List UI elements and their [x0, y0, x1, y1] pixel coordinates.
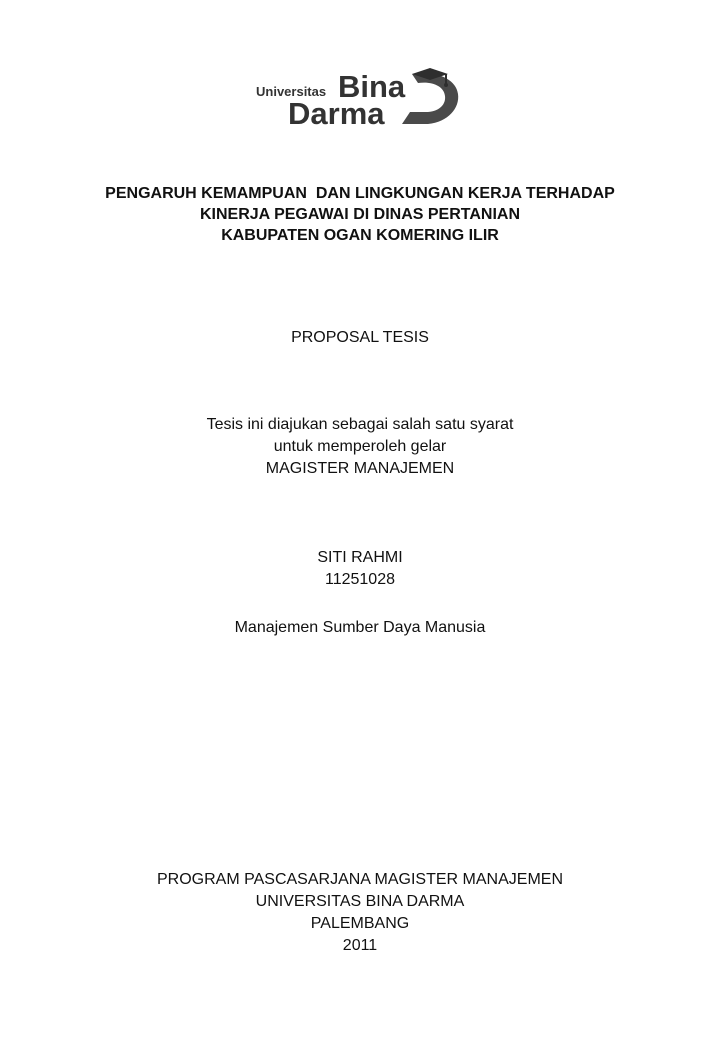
thesis-title-line-2: KINERJA PEGAWAI DI DINAS PERTANIAN [199, 206, 521, 223]
institution-city: PALEMBANG [310, 915, 410, 932]
institution-program: PROGRAM PASCASARJANA MAGISTER MANAJEMEN [157, 871, 563, 888]
purpose-line-2: untuk memperoleh gelar [273, 438, 447, 455]
graduation-cap-emblem-icon [402, 68, 458, 124]
logo-text-darma: Darma [288, 96, 385, 128]
institution-info [0, 869, 720, 957]
author-name: SITI RAHMI [317, 549, 403, 566]
thesis-purpose [0, 414, 720, 480]
thesis-title [0, 183, 720, 246]
thesis-title-line-1: PENGARUH KEMAMPUAN DAN LINGKUNGAN KERJA TERHADAP [105, 185, 615, 202]
logo-text-universitas: Universitas [256, 84, 327, 99]
document-type: PROPOSAL TESIS [291, 329, 429, 346]
university-logo [252, 64, 468, 128]
university-logo-graphic [252, 64, 468, 128]
author-student-id: 11251028 [325, 571, 395, 588]
author-info [0, 547, 720, 591]
purpose-line-3: MAGISTER MANAJEMEN [265, 460, 455, 477]
concentration: Manajemen Sumber Daya Manusia [234, 619, 486, 636]
institution-year: 2011 [342, 937, 378, 954]
institution-university: UNIVERSITAS BINA DARMA [255, 893, 465, 910]
thesis-title-line-3: KABUPATEN OGAN KOMERING ILIR [221, 227, 499, 244]
purpose-line-1: Tesis ini diajukan sebagai salah satu syarat [206, 416, 514, 433]
logo-text-bina: Bina [338, 69, 406, 104]
